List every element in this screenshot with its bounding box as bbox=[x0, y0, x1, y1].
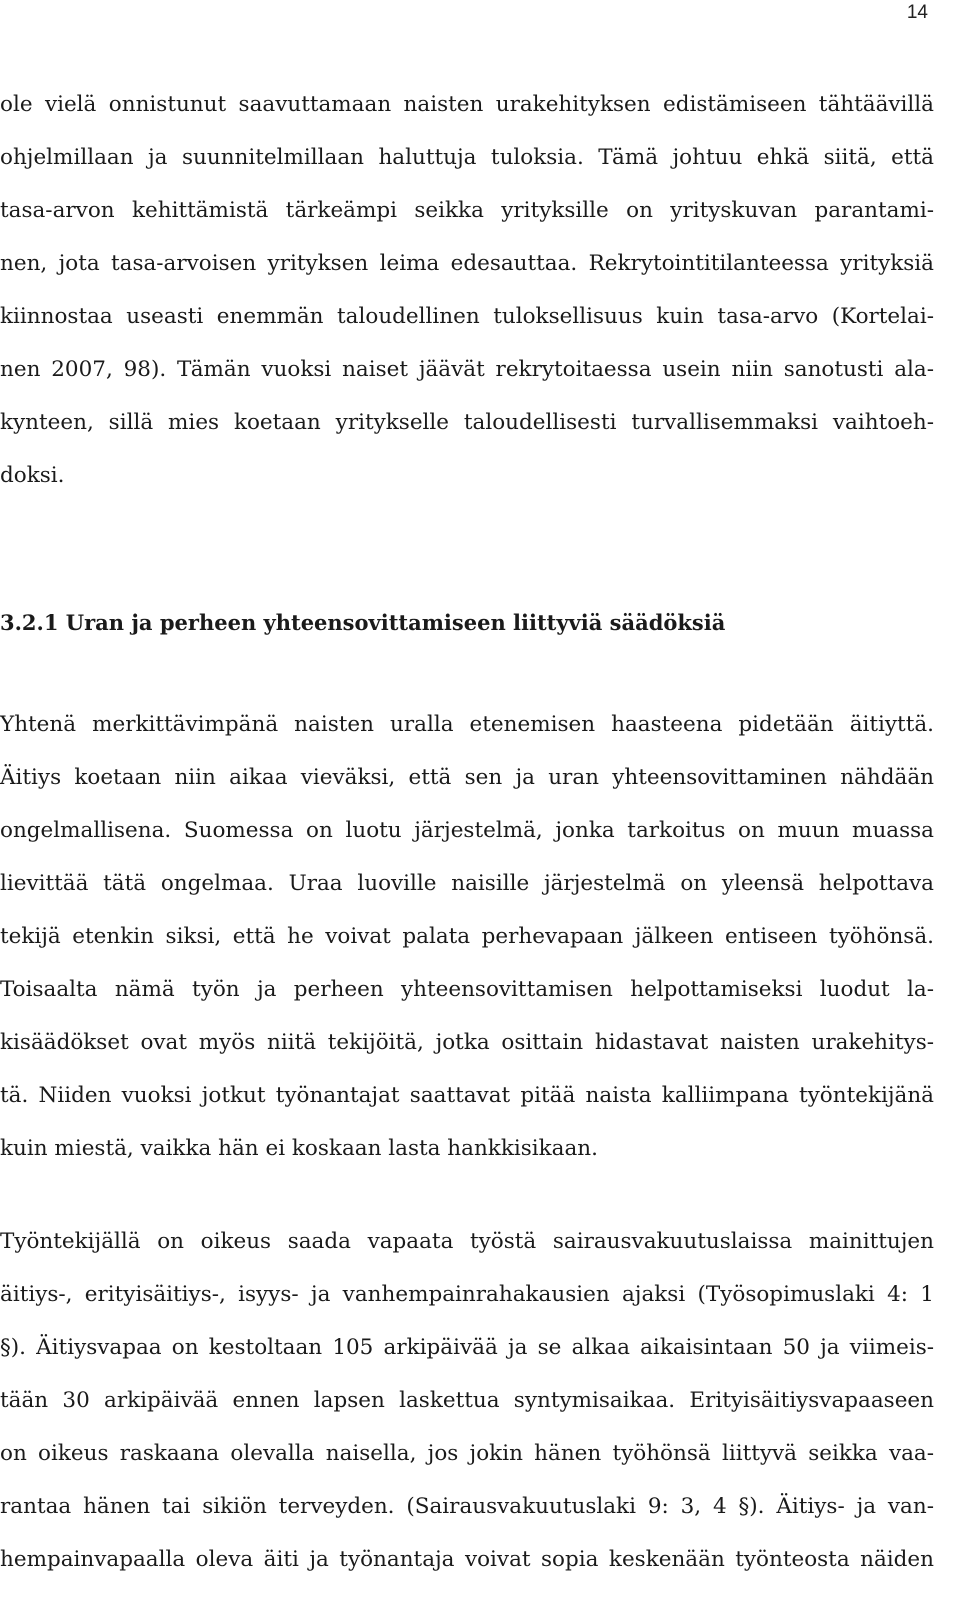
paragraph-line: ohjelmillaan ja suunnitelmillaan haluttuja tuloksia. Tämä johtuu ehkä siitä, että bbox=[0, 145, 934, 170]
paragraph-line: kisäädökset ovat myös niitä tekijöitä, jotka osittain hidastavat naisten urakehitys- bbox=[0, 1030, 934, 1055]
paragraph-line: Työntekijällä on oikeus saada vapaata työstä sairausvakuutuslaissa mainittujen bbox=[0, 1229, 934, 1254]
paragraph-line: Toisaalta nämä työn ja perheen yhteensovittamisen helpottamiseksi luodut la- bbox=[0, 977, 934, 1002]
paragraph-line: kuin miestä, vaikka hän ei koskaan lasta hankkisikaan. bbox=[0, 1136, 598, 1161]
paragraph-line: tasa-arvon kehittämistä tärkeämpi seikka yrityksille on yrityskuvan parantami- bbox=[0, 198, 934, 223]
paragraph-2 bbox=[0, 698, 934, 1175]
paragraph-line: doksi. bbox=[0, 463, 65, 488]
paragraph-line: hempainvapaalla oleva äiti ja työnantaja voivat sopia keskenään työnteosta näiden bbox=[0, 1547, 934, 1572]
paragraph-line: ongelmallisena. Suomessa on luotu järjestelmä, jonka tarkoitus on muun muassa bbox=[0, 818, 934, 843]
paragraph-3 bbox=[0, 1215, 934, 1586]
paragraph-line: kynteen, sillä mies koetaan yritykselle taloudellisesti turvallisemmaksi vaihtoeh- bbox=[0, 410, 934, 435]
paragraph-1 bbox=[0, 78, 934, 502]
section-heading: 3.2.1 Uran ja perheen yhteensovittamiseen liittyviä säädöksiä bbox=[0, 610, 726, 635]
paragraph-line: lievittää tätä ongelmaa. Uraa luoville naisille järjestelmä on yleensä helpottava bbox=[0, 871, 934, 896]
paragraph-line: tä. Niiden vuoksi jotkut työnantajat saattavat pitää naista kalliimpana työntekijänä bbox=[0, 1083, 934, 1108]
paragraph-line: nen, jota tasa-arvoisen yrityksen leima edesauttaa. Rekrytointitilanteessa yrityksiä bbox=[0, 251, 934, 276]
paragraph-line: kiinnostaa useasti enemmän taloudellinen tuloksellisuus kuin tasa-arvo (Kortelai- bbox=[0, 304, 934, 329]
paragraph-line: ole vielä onnistunut saavuttamaan naisten urakehityksen edistämiseen tähtäävillä bbox=[0, 92, 934, 117]
paragraph-line: rantaa hänen tai sikiön terveyden. (Sairausvakuutuslaki 9: 3, 4 §). Äitiys- ja van- bbox=[0, 1494, 934, 1519]
paragraph-line: §). Äitiysvapaa on kestoltaan 105 arkipäivää ja se alkaa aikaisintaan 50 ja viimeis- bbox=[0, 1335, 934, 1360]
paragraph-line: Yhtenä merkittävimpänä naisten uralla etenemisen haasteena pidetään äitiyttä. bbox=[0, 712, 934, 737]
paragraph-line: nen 2007, 98). Tämän vuoksi naiset jäävät rekrytoitaessa usein niin sanotusti ala- bbox=[0, 357, 934, 382]
paragraph-line: tekijä etenkin siksi, että he voivat palata perhevapaan jälkeen entiseen työhönsä. bbox=[0, 924, 934, 949]
paragraph-line: Äitiys koetaan niin aikaa vieväksi, että sen ja uran yhteensovittaminen nähdään bbox=[0, 765, 934, 790]
paragraph-line: tään 30 arkipäivää ennen lapsen laskettua syntymisaikaa. Erityisäitiysvapaaseen bbox=[0, 1388, 934, 1413]
paragraph-line: on oikeus raskaana olevalla naisella, jos jokin hänen työhönsä liittyvä seikka vaa- bbox=[0, 1441, 934, 1466]
paragraph-line: äitiys-, erityisäitiys-, isyys- ja vanhempainrahakausien ajaksi (Työsopimuslaki 4: 1 bbox=[0, 1282, 934, 1307]
page-number: 14 bbox=[906, 2, 928, 23]
